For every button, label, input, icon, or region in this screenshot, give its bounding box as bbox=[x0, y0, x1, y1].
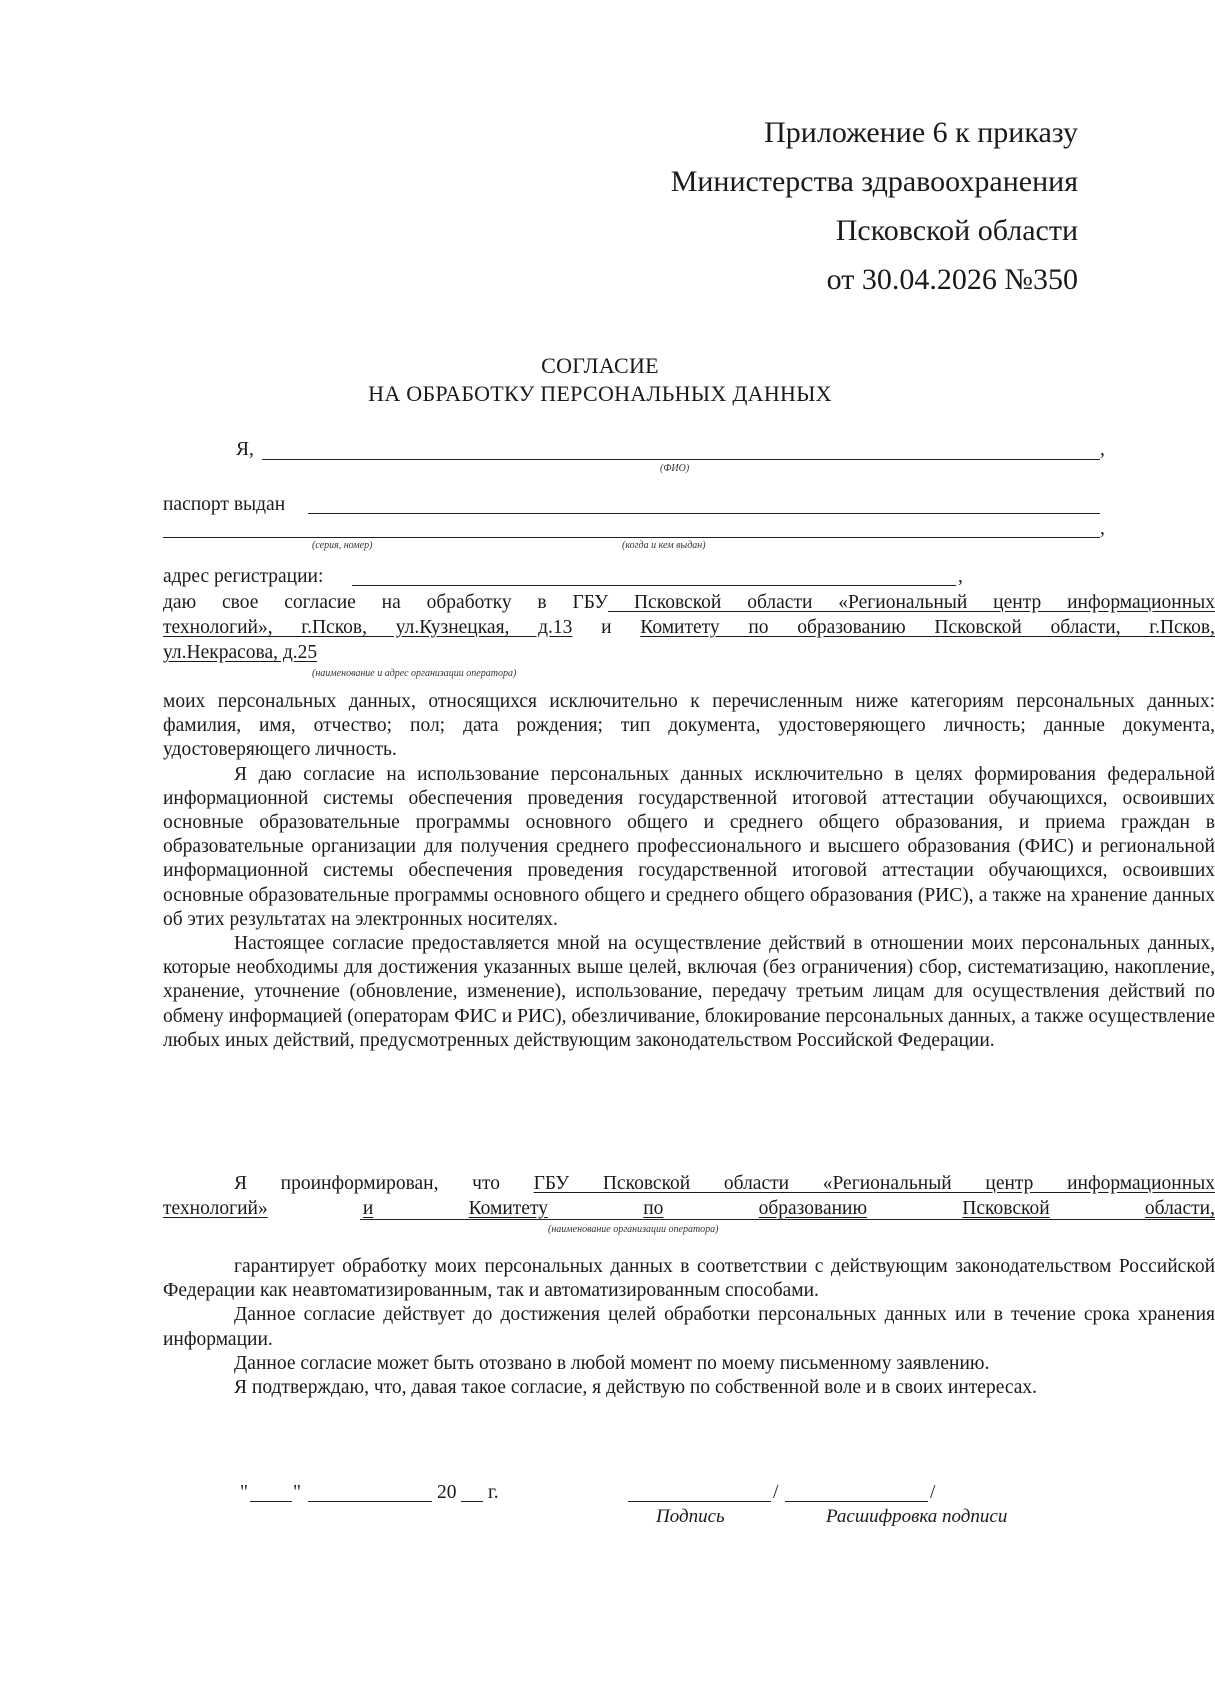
address-label: адрес регистрации: bbox=[163, 566, 324, 587]
passport-series-line[interactable] bbox=[163, 537, 1100, 538]
informed-operator-d: образованию bbox=[758, 1198, 868, 1219]
signature-slash-2: / bbox=[930, 1482, 936, 1503]
date-day-line[interactable] bbox=[250, 1501, 292, 1502]
signature-decode-line[interactable] bbox=[785, 1501, 928, 1502]
issued-caption: (когда и кем выдан) bbox=[622, 540, 706, 551]
fio-comma: , bbox=[1100, 439, 1105, 460]
paragraph-revocation: Данное согласие может быть отозвано в любой момент по моему письменному заявлению. bbox=[234, 1352, 990, 1374]
informed-operator-b: Комитету bbox=[468, 1198, 548, 1219]
informed-caption: (наименование организации оператора) bbox=[548, 1224, 719, 1235]
informed-operator-underline bbox=[360, 1219, 1215, 1220]
consent-line-3 bbox=[163, 641, 317, 665]
operator1-line-1: Псковской области «Региональный центр информационных bbox=[608, 592, 1215, 613]
informed-operator-line-1: ГБУ Псковской области «Региональный центр информационных bbox=[533, 1173, 1215, 1194]
paragraph-purpose: Я даю согласие на использование персональных данных исключительно в целях формирования федеральной информационной системы обеспечения проведения государственной итоговой аттестации обучающихся, освоивших основные образовательные программы основного общего и среднего общего образования, и приема граждан в образовательные организации для получения среднего профессионального и высшего образования (ФИС) и региональной информационной системы обеспечения проведения государственной итоговой аттестации обучающихся, освоивших основные образовательные программы основного общего и среднего общего образования (РИС), а также на хранение данных об этих результатах на электронных носителях. bbox=[163, 763, 1215, 930]
title-line-2: НА ОБРАБОТКУ ПЕРСОНАЛЬНЫХ ДАННЫХ bbox=[368, 381, 832, 406]
fio-line[interactable] bbox=[262, 459, 1100, 460]
passport-label: паспорт выдан bbox=[163, 494, 286, 515]
operator2-line-3: ул.Некрасова, д.25 bbox=[163, 642, 318, 663]
signature-line[interactable] bbox=[628, 1501, 771, 1502]
consent-line-1 bbox=[163, 591, 1215, 615]
address-line[interactable] bbox=[352, 585, 956, 586]
date-quote-close: " bbox=[293, 1482, 301, 1503]
informed-operator-and: и bbox=[362, 1198, 374, 1219]
passport-comma: , bbox=[1100, 518, 1105, 539]
fio-caption: (ФИО) bbox=[660, 463, 690, 474]
appendix-line-3: Псковской области bbox=[835, 214, 1078, 247]
paragraph-guarantee: гарантирует обработку моих персональных данных в соответствии с действующим законодательством Российской Федерации как неавтоматизированным, так и автоматизированным способами. bbox=[163, 1256, 1215, 1302]
appendix-line-4: от 30.04.2026 №350 bbox=[826, 263, 1078, 296]
signature-slash-1: / bbox=[773, 1482, 779, 1503]
operator2-line-2: Комитету по образованию Псковской области, г.Псков, bbox=[640, 617, 1215, 638]
i-label: Я, bbox=[236, 439, 254, 460]
document-title bbox=[0, 352, 1200, 408]
closing-text bbox=[163, 1255, 1215, 1400]
date-year-line[interactable] bbox=[461, 1501, 483, 1502]
informed-prefix: Я проинформирован, что bbox=[234, 1173, 534, 1194]
paragraph-actions: Настоящее согласие предоставляется мной на осуществление действий в отношении моих персональных данных, которые необходимы для достижения указанных выше целей, включая (без ограничения) сбор, систематизацию, накопление, хранение, уточнение (обновление, изменение), использование, передачу третьим лицам для осуществления действий по обмену информацией (операторам ФИС и РИС), обезличивание, блокирование персональных данных, а также осуществление любых иных действий, предусмотренных действующим законодательством Российской Федерации. bbox=[163, 933, 1215, 1051]
appendix-block bbox=[671, 108, 1078, 304]
title-line-1: СОГЛАСИЕ bbox=[541, 353, 659, 378]
appendix-line-1: Приложение 6 к приказу bbox=[764, 116, 1078, 149]
consent-and: и bbox=[572, 617, 641, 638]
informed-operator-c: по bbox=[643, 1198, 664, 1219]
series-caption: (серия, номер) bbox=[312, 540, 373, 551]
passport-issued-line[interactable] bbox=[308, 513, 1100, 514]
paragraph-confirmation: Я подтверждаю, что, давая такое согласие, я действую по собственной воле и в своих интересах. bbox=[234, 1377, 1038, 1399]
paragraph-categories: моих персональных данных, относящихся исключительно к перечисленным ниже категориям персональных данных: фамилия, имя, отчество; пол; дата рождения; тип документа, удостоверяющего личность; данные документа, удостоверяющего личность. bbox=[163, 691, 1215, 761]
date-year-suffix: г. bbox=[488, 1482, 499, 1503]
address-comma: , bbox=[958, 566, 963, 587]
informed-line-1 bbox=[163, 1172, 1215, 1196]
paragraph-validity: Данное согласие действует до достижения целей обработки персональных данных или в течение срока хранения информации. bbox=[163, 1304, 1215, 1350]
operator1-line-2: технологий», г.Псков, ул.Кузнецкая, д.13 bbox=[163, 617, 573, 638]
decode-caption: Расшифровка подписи bbox=[826, 1506, 1008, 1527]
signature-caption: Подпись bbox=[656, 1506, 725, 1527]
consent-intro: даю свое согласие на обработку в ГБУ bbox=[163, 592, 609, 613]
informed-operator-a: технологий» bbox=[163, 1198, 268, 1219]
date-year-prefix: 20 bbox=[437, 1482, 457, 1503]
operator-caption: (наименование и адрес организации оператора) bbox=[312, 668, 517, 679]
date-month-line[interactable] bbox=[308, 1501, 432, 1502]
date-quote-open: " bbox=[240, 1482, 248, 1503]
informed-operator-f: области, bbox=[1144, 1198, 1215, 1219]
informed-line-2 bbox=[163, 1197, 1215, 1221]
informed-operator-e: Псковской bbox=[962, 1198, 1050, 1219]
appendix-line-2: Министерства здравоохранения bbox=[670, 165, 1078, 198]
main-text bbox=[163, 690, 1215, 1053]
consent-line-2 bbox=[163, 616, 1215, 640]
